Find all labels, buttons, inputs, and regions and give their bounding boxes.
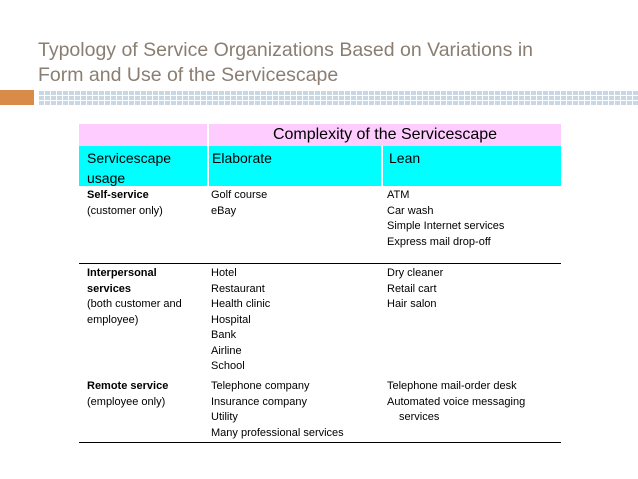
list-item: Restaurant <box>211 282 265 295</box>
usage-label: Self-service <box>87 189 149 201</box>
usage-label: Interpersonal <box>87 267 157 279</box>
accent-band-orange <box>0 90 34 105</box>
table-row-remote-service <box>79 377 561 443</box>
header-elaborate: Elaborate <box>207 146 381 186</box>
usage-cell <box>87 266 205 328</box>
list-item: Dry cleaner <box>387 267 444 279</box>
list-item: Express mail drop-off <box>387 235 491 248</box>
slide-title-line-2: Form and Use of the Servicescape <box>38 64 339 86</box>
list-item: Airline <box>211 344 242 357</box>
list-item: Utility <box>211 411 238 423</box>
list-item: services <box>399 411 440 423</box>
column-header-row <box>79 146 561 186</box>
usage-detail: (customer only) <box>87 204 163 217</box>
list-item: Hotel <box>211 267 237 279</box>
usage-label: Remote service <box>87 380 169 392</box>
list-item: Health clinic <box>211 298 271 310</box>
usage-detail: (both customer and <box>87 298 182 310</box>
usage-label: services <box>87 282 132 295</box>
header-usage-line-2: usage <box>87 170 126 186</box>
usage-cell <box>87 379 205 410</box>
slide-title <box>38 38 618 88</box>
complexity-header: Complexity of the Servicescape <box>207 124 561 146</box>
slide-title-line-1: Typology of Service Organizations Based on Variations in <box>38 39 533 61</box>
list-item: ATM <box>387 189 410 201</box>
list-item: Hospital <box>211 313 251 326</box>
list-item: eBay <box>211 204 237 217</box>
complexity-header-row <box>79 124 561 146</box>
list-item: Telephone company <box>211 380 310 392</box>
usage-detail: (employee only) <box>87 395 166 408</box>
usage-cell <box>87 188 205 219</box>
lean-cell <box>387 266 561 313</box>
list-item: Automated voice messaging <box>387 395 526 408</box>
list-item: Hair salon <box>387 298 437 310</box>
list-item: Bank <box>211 329 237 341</box>
header-lean: Lean <box>381 146 561 186</box>
list-item: School <box>211 360 245 372</box>
servicescape-table <box>79 124 561 443</box>
table-row-interpersonal <box>79 264 561 377</box>
list-item: Many professional services <box>211 426 344 439</box>
header-usage-line-1: Servicescape <box>87 150 172 166</box>
accent-band-grid <box>38 90 638 105</box>
list-item: Retail cart <box>387 282 437 295</box>
list-item: Simple Internet services <box>387 220 505 232</box>
list-item: Insurance company <box>211 395 307 408</box>
list-item: Telephone mail-order desk <box>387 380 517 392</box>
table-row-self-service <box>79 186 561 264</box>
elaborate-cell <box>211 379 383 441</box>
usage-detail: employee) <box>87 313 139 326</box>
lean-cell <box>387 188 561 250</box>
elaborate-cell <box>211 266 383 375</box>
header-servicescape-usage <box>87 146 202 186</box>
elaborate-cell <box>211 188 383 219</box>
list-item: Car wash <box>387 204 434 217</box>
list-item: Golf course <box>211 189 268 201</box>
lean-cell <box>387 379 561 426</box>
